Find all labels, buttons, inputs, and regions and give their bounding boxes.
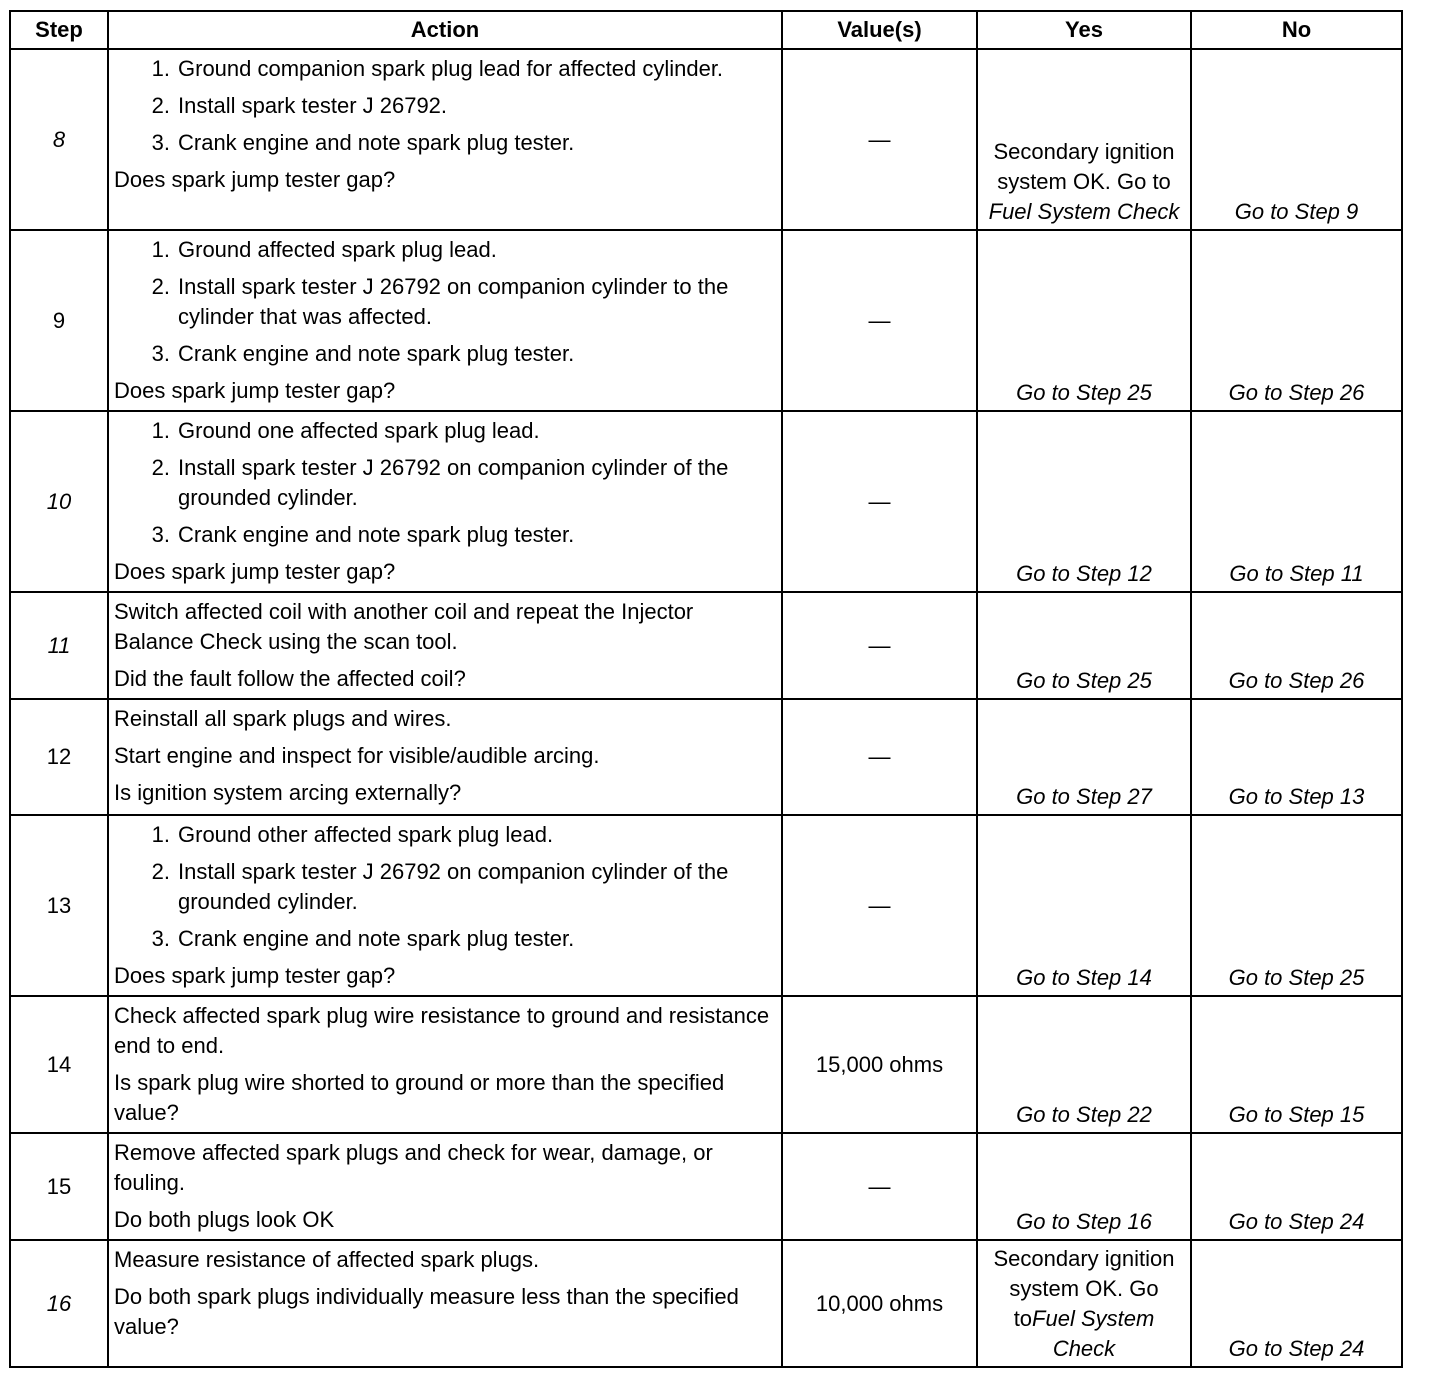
result-text: Secondary ignition system OK. Go to — [993, 1246, 1175, 1331]
step-number: 8 — [10, 49, 108, 230]
action-instruction: Measure resistance of affected spark plugs. — [114, 1247, 540, 1272]
table-row — [10, 592, 1402, 699]
step-number: 10 — [10, 411, 108, 592]
value-cell — [782, 996, 977, 1133]
no-cell — [1191, 1240, 1402, 1367]
step-number: 11 — [10, 592, 108, 699]
action-list-item — [114, 453, 775, 513]
go-to-reference: Go to Step 24 — [1228, 1336, 1365, 1361]
action-list — [114, 54, 775, 158]
list-item-number: 3. — [151, 130, 170, 155]
action-instruction: Start engine and inspect for visible/audible arcing. — [114, 743, 600, 768]
action-list-item — [114, 272, 775, 332]
list-item-text: Crank engine and note spark plug tester. — [178, 341, 575, 366]
dash-value: — — [868, 307, 891, 333]
action-cell — [108, 49, 782, 230]
go-to-reference: Go to Step 25 — [1016, 668, 1152, 693]
value-cell — [782, 815, 977, 996]
go-to-reference: Fuel System Check — [1032, 1306, 1155, 1361]
no-cell — [1191, 411, 1402, 592]
dash-value: — — [868, 488, 891, 514]
action-cell — [108, 1240, 782, 1367]
go-to-reference: Go to Step 27 — [1016, 784, 1152, 809]
action-question: Do both spark plugs individually measure less than the specified value? — [114, 1284, 739, 1339]
no-cell — [1191, 1133, 1402, 1240]
value-cell — [782, 411, 977, 592]
action-cell — [108, 230, 782, 411]
go-to-reference: Go to Step 25 — [1016, 380, 1152, 405]
list-item-text: Ground affected spark plug lead. — [178, 237, 497, 262]
no-cell — [1191, 230, 1402, 411]
action-question: Is spark plug wire shorted to ground or more than the specified value? — [114, 1070, 725, 1125]
value-cell — [782, 230, 977, 411]
go-to-reference: Go to Step 26 — [1228, 668, 1365, 693]
list-item-number: 3. — [151, 522, 170, 547]
result-text: Secondary ignition system OK. Go to — [993, 139, 1175, 194]
go-to-reference: Go to Step 11 — [1229, 561, 1364, 586]
go-to-reference: Go to Step 16 — [1016, 1209, 1152, 1234]
list-item-text: Install spark tester J 26792 on companion cylinder of the grounded cylinder. — [178, 455, 729, 510]
action-list — [114, 416, 775, 550]
header-row — [10, 11, 1402, 49]
action-list-item — [114, 128, 775, 158]
action-cell — [108, 996, 782, 1133]
action-instruction: Switch affected coil with another coil and repeat the Injector Balance Check using the scan tool. — [114, 599, 694, 654]
action-list — [114, 820, 775, 954]
action-list — [114, 235, 775, 369]
list-item-number: 2. — [151, 859, 170, 884]
table-row — [10, 815, 1402, 996]
value-cell — [782, 1133, 977, 1240]
go-to-reference: Go to Step 13 — [1228, 784, 1365, 809]
value-cell — [782, 699, 977, 815]
action-question: Does spark jump tester gap? — [114, 963, 396, 988]
list-item-text: Crank engine and note spark plug tester. — [178, 926, 575, 951]
yes-cell — [977, 996, 1191, 1133]
list-item-number: 3. — [151, 926, 170, 951]
dash-value: — — [868, 892, 891, 918]
value-cell — [782, 592, 977, 699]
go-to-reference: Go to Step 22 — [1016, 1102, 1152, 1127]
table-row — [10, 996, 1402, 1133]
list-item-number: 2. — [151, 274, 170, 299]
action-question: Does spark jump tester gap? — [114, 559, 396, 584]
diagnostic-table — [9, 10, 1403, 1368]
value-cell — [782, 49, 977, 230]
step-number: 16 — [10, 1240, 108, 1367]
action-cell — [108, 815, 782, 996]
list-item-text: Crank engine and note spark plug tester. — [178, 522, 575, 547]
no-cell — [1191, 996, 1402, 1133]
list-item-text: Ground other affected spark plug lead. — [178, 822, 554, 847]
action-list-item — [114, 416, 775, 446]
action-instruction: Reinstall all spark plugs and wires. — [114, 706, 452, 731]
value-cell — [782, 1240, 977, 1367]
list-item-text: Install spark tester J 26792 on companion cylinder to the cylinder that was affected. — [178, 274, 729, 329]
action-list-item — [114, 820, 775, 850]
go-to-reference: Go to Step 25 — [1228, 965, 1365, 990]
yes-cell — [977, 411, 1191, 592]
step-number: 9 — [10, 230, 108, 411]
action-list-item — [114, 857, 775, 917]
list-item-number: 1. — [151, 56, 170, 81]
action-list-item — [114, 520, 775, 550]
list-item-number: 1. — [151, 822, 170, 847]
dash-value: — — [868, 632, 891, 658]
step-number: 14 — [10, 996, 108, 1133]
dash-value: — — [868, 1173, 891, 1199]
header-yes: Yes — [977, 11, 1191, 49]
action-instruction: Check affected spark plug wire resistance to ground and resistance end to end. — [114, 1003, 770, 1058]
no-cell — [1191, 592, 1402, 699]
header-values: Value(s) — [782, 11, 977, 49]
value-text: 15,000 ohms — [815, 1051, 944, 1077]
yes-cell — [977, 230, 1191, 411]
action-question: Is ignition system arcing externally? — [114, 780, 462, 805]
list-item-text: Install spark tester J 26792 on companion cylinder of the grounded cylinder. — [178, 859, 729, 914]
value-text: 10,000 ohms — [815, 1290, 944, 1316]
list-item-text: Ground companion spark plug lead for affected cylinder. — [178, 56, 724, 81]
go-to-reference: Go to Step 14 — [1016, 965, 1152, 990]
go-to-reference: Go to Step 15 — [1228, 1102, 1365, 1127]
table-row — [10, 1133, 1402, 1240]
yes-cell — [977, 592, 1191, 699]
list-item-number: 1. — [151, 418, 170, 443]
list-item-number: 1. — [151, 237, 170, 262]
action-cell — [108, 592, 782, 699]
list-item-number: 3. — [151, 341, 170, 366]
no-cell — [1191, 49, 1402, 230]
action-list-item — [114, 91, 775, 121]
list-item-text: Ground one affected spark plug lead. — [178, 418, 540, 443]
yes-cell — [977, 49, 1191, 230]
list-item-number: 2. — [151, 93, 170, 118]
yes-cell — [977, 815, 1191, 996]
list-item-number: 2. — [151, 455, 170, 480]
yes-cell — [977, 1240, 1191, 1367]
header-step: Step — [10, 11, 108, 49]
no-cell — [1191, 815, 1402, 996]
list-item-text: Install spark tester J 26792. — [178, 93, 448, 118]
step-number: 15 — [10, 1133, 108, 1240]
dash-value: — — [868, 744, 891, 769]
action-cell — [108, 699, 782, 815]
header-no: No — [1191, 11, 1402, 49]
action-question: Does spark jump tester gap? — [114, 378, 396, 403]
action-list-item — [114, 235, 775, 265]
action-list-item — [114, 924, 775, 954]
action-list-item — [114, 339, 775, 369]
yes-cell — [977, 699, 1191, 815]
step-number: 12 — [10, 699, 108, 815]
no-cell — [1191, 699, 1402, 815]
go-to-reference: Go to Step 24 — [1228, 1209, 1365, 1234]
go-to-reference: Go to Step 9 — [1234, 199, 1359, 224]
action-question: Did the fault follow the affected coil? — [114, 666, 466, 691]
table-row — [10, 699, 1402, 815]
table-row — [10, 49, 1402, 230]
go-to-reference: Go to Step 12 — [1016, 561, 1152, 586]
table-row — [10, 411, 1402, 592]
list-item-text: Crank engine and note spark plug tester. — [178, 130, 575, 155]
table-row — [10, 1240, 1402, 1367]
action-question: Does spark jump tester gap? — [114, 167, 396, 192]
action-cell — [108, 411, 782, 592]
header-action: Action — [108, 11, 782, 49]
dash-value: — — [868, 126, 891, 152]
go-to-reference: Fuel System Check — [988, 199, 1180, 224]
go-to-reference: Go to Step 26 — [1228, 380, 1365, 405]
action-list-item — [114, 54, 775, 84]
action-question: Do both plugs look OK — [114, 1207, 335, 1232]
action-cell — [108, 1133, 782, 1240]
action-instruction: Remove affected spark plugs and check for wear, damage, or fouling. — [114, 1140, 713, 1195]
step-number: 13 — [10, 815, 108, 996]
yes-cell — [977, 1133, 1191, 1240]
table-row — [10, 230, 1402, 411]
